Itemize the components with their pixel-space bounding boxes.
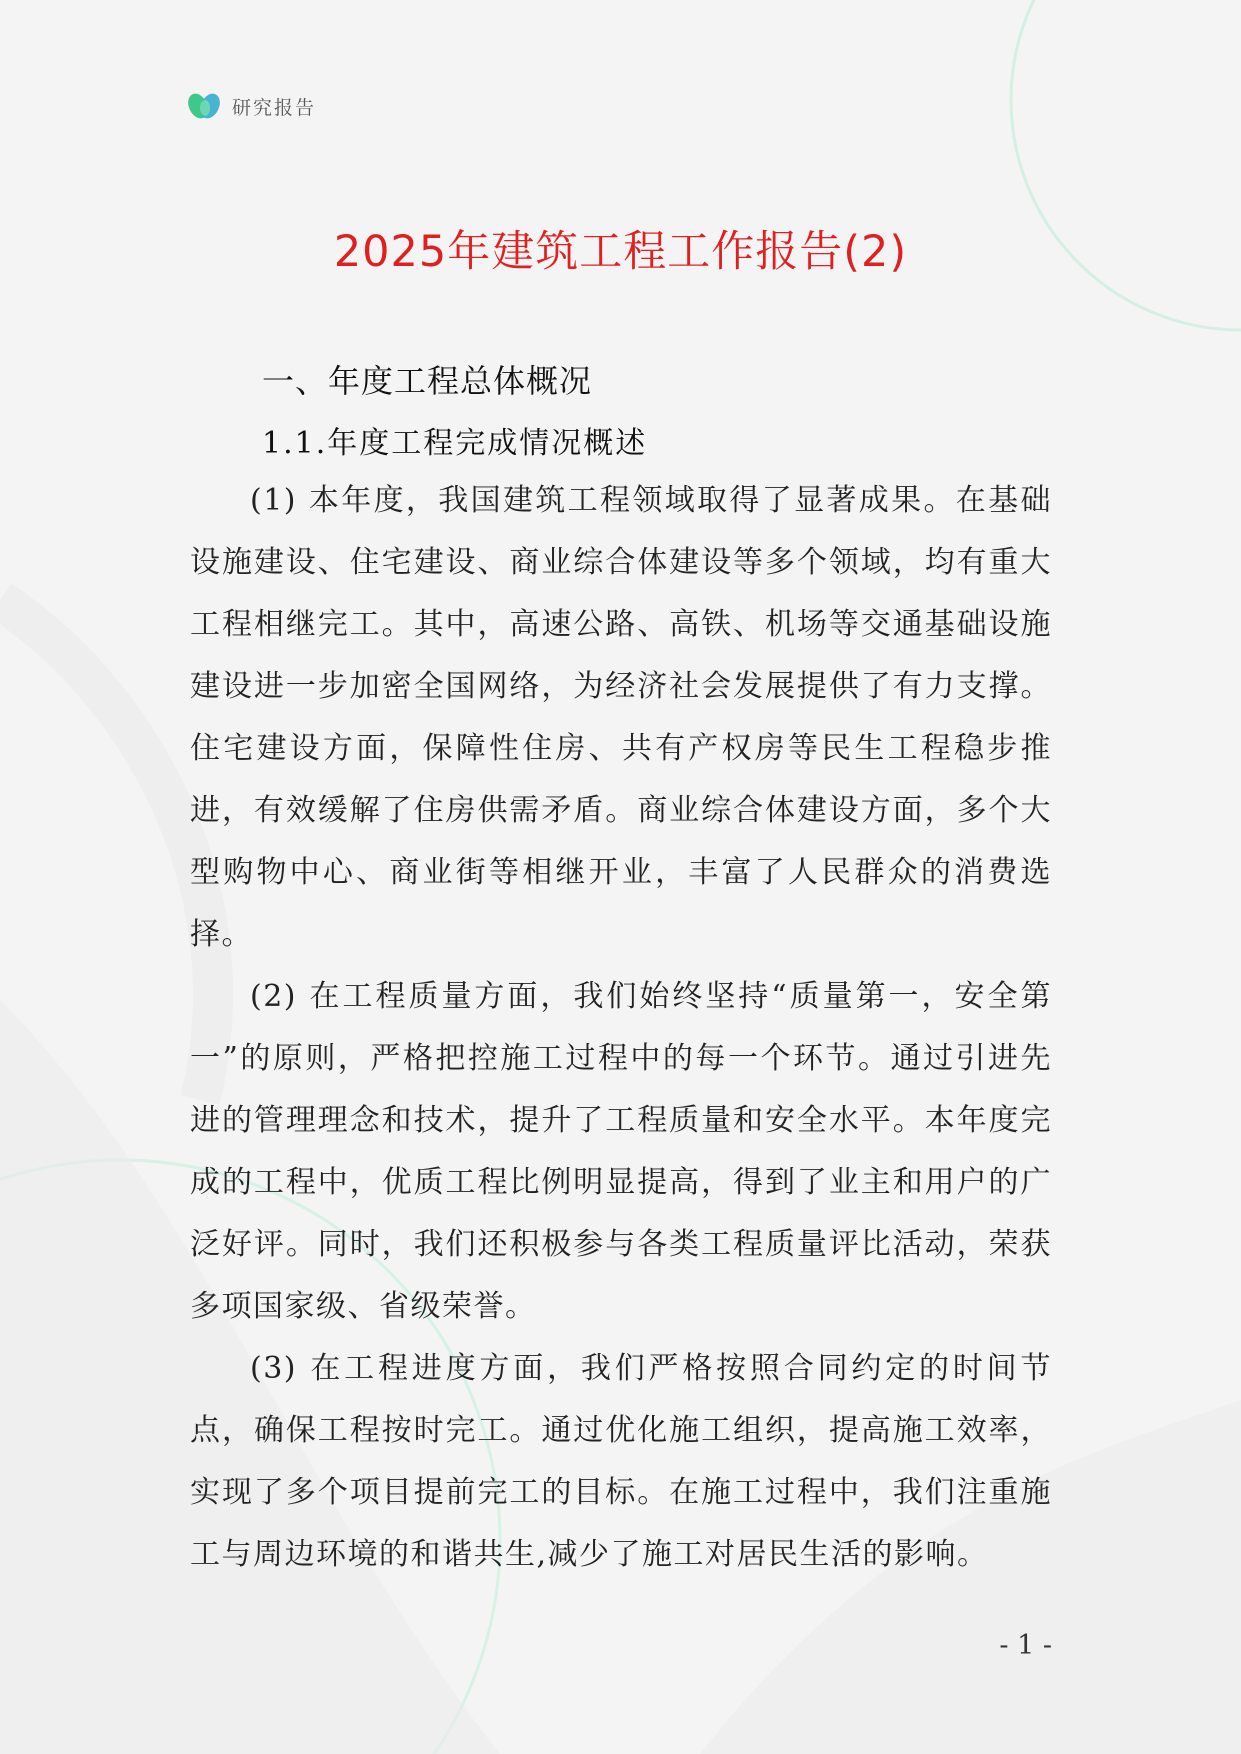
paragraph-1: (1) 本年度，我国建筑工程领域取得了显著成果。在基础设施建设、住宅建设、商业综合体建设等多个领域，均有重大工程相继完工。其中，高速公路、高铁、机场等交通基础设施建设进一步加密全国网络，为经济社会发展提供了有力支撑。住宅建设方面，保障性住房、共有产权房等民生工程稳步推进，有效缓解了住房供需矛盾。商业综合体建设方面，多个大型购物中心、商业街等相继开业，丰富了人民群众的消费选择。 bbox=[190, 483, 1052, 952]
leaf-logo-icon bbox=[188, 91, 222, 121]
section-heading: 一、年度工程总体概况 bbox=[262, 362, 593, 400]
subsection-heading: 1.1.年度工程完成情况概述 bbox=[262, 426, 648, 461]
report-header bbox=[188, 90, 316, 122]
document-title: 2025年建筑工程工作报告(2) bbox=[333, 227, 908, 277]
body-text bbox=[190, 470, 1052, 1586]
header-label: 研究报告 bbox=[232, 96, 317, 119]
paragraph-2: (2) 在工程质量方面，我们始终坚持“质量第一，安全第一”的原则，严格把控施工过程中的每一个环节。通过引进先进的管理理念和技术，提升了工程质量和安全水平。本年度完成的工程中，优质工程比例明显提高，得到了业主和用户的广泛好评。同时，我们还积极参与各类工程质量评比活动，荣获多项国家级、省级荣誉。 bbox=[190, 979, 1052, 1324]
page-number: - 1 - bbox=[999, 1630, 1052, 1661]
paragraph-3: (3) 在工程进度方面，我们严格按照合同约定的时间节点，确保工程按时完工。通过优化施工组织，提高施工效率，实现了多个项目提前完工的目标。在施工过程中，我们注重施工与周边环境的和谐共生,减少了施工对居民生活的影响。 bbox=[190, 1351, 1052, 1572]
